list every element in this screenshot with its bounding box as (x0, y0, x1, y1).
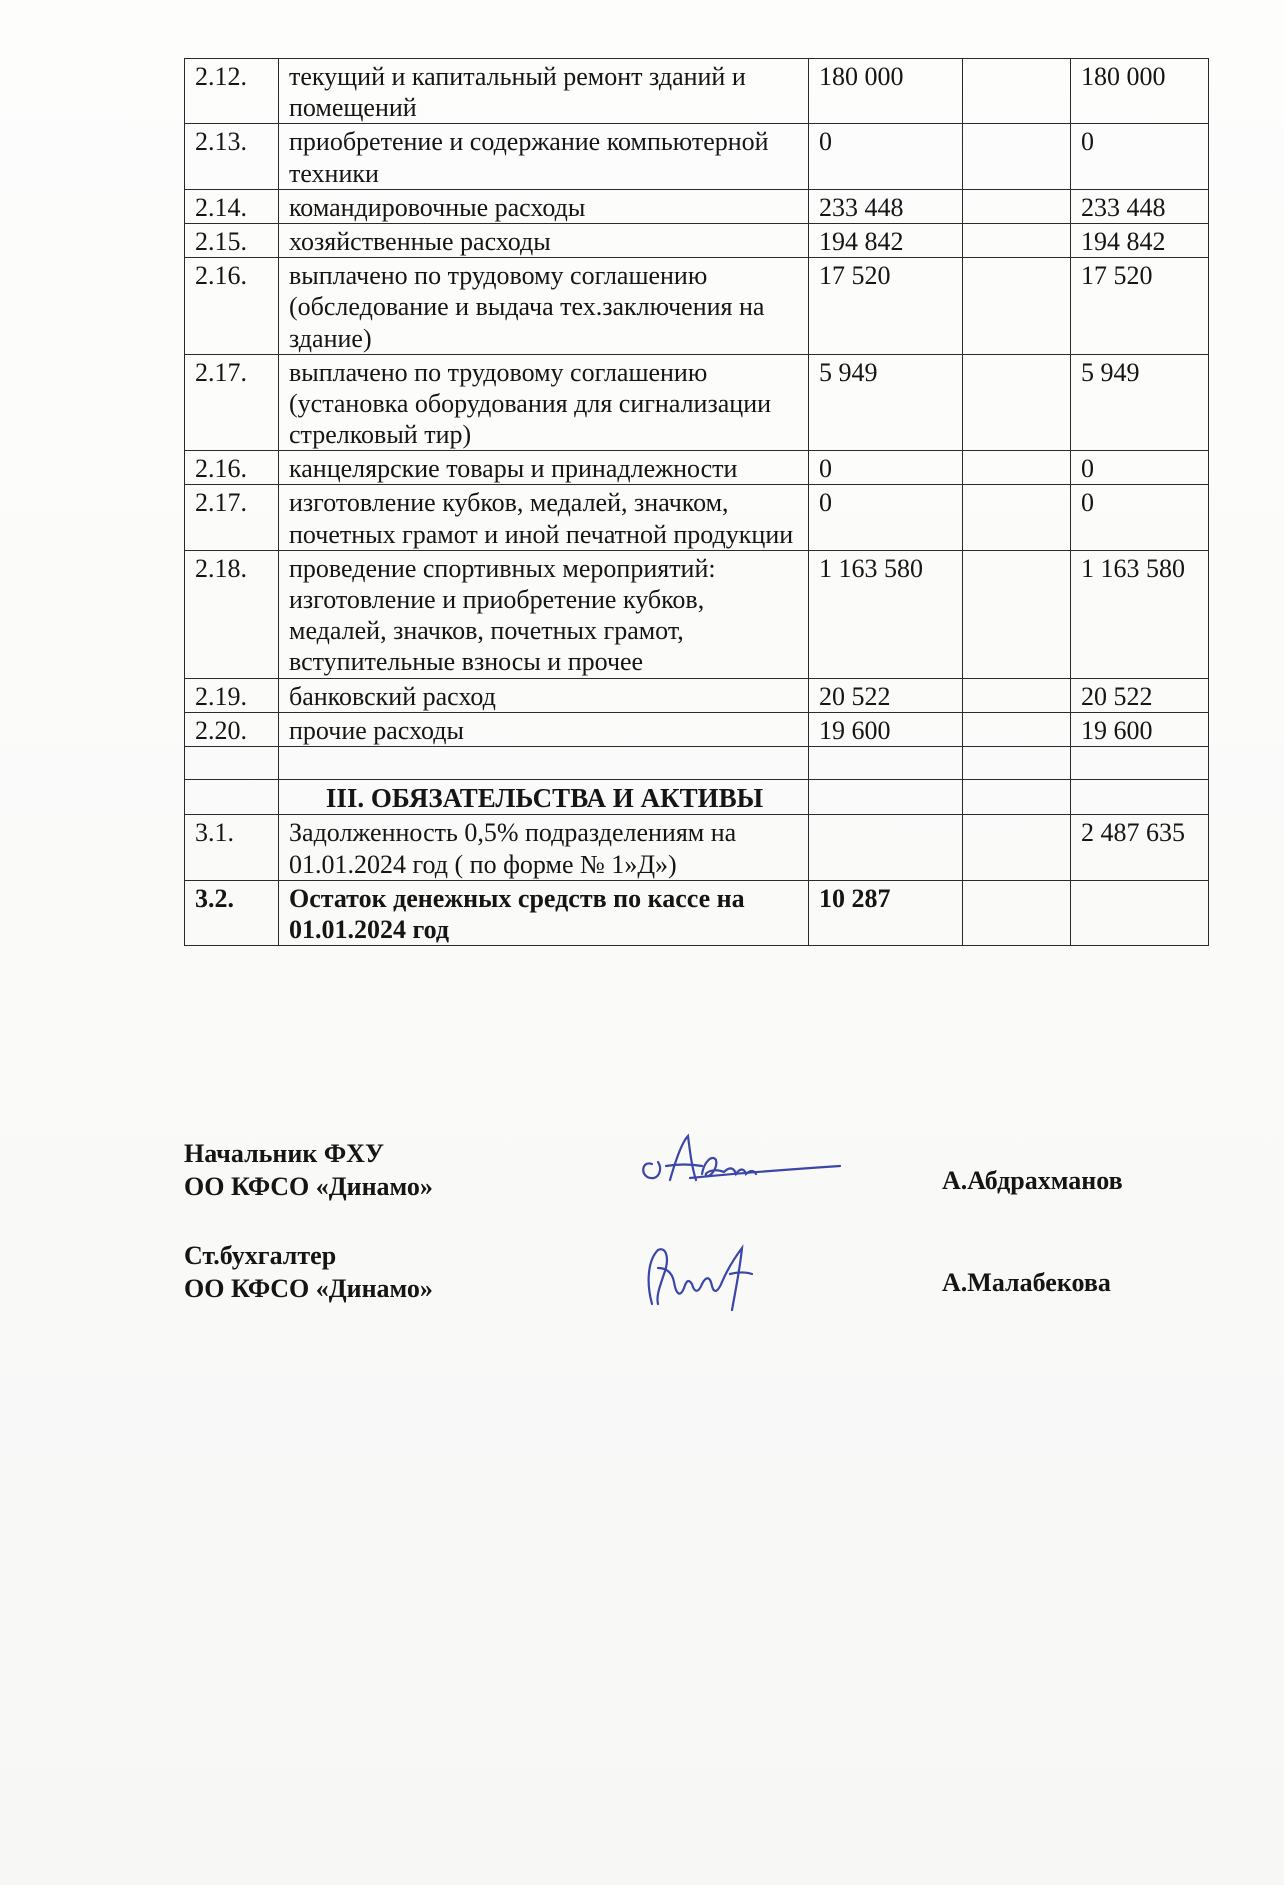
row-value-fact: 20 522 (1071, 678, 1209, 712)
table-row (185, 223, 1209, 257)
row-description: выплачено по трудовому соглашению (установка оборудования для сигнализации стрелковый тир) (279, 354, 809, 451)
row-value-plan: 1 163 580 (809, 550, 963, 678)
row-value-mid (963, 258, 1071, 355)
row-value-fact: 233 448 (1071, 189, 1209, 223)
row-number: 2.13. (185, 124, 279, 189)
table-row (185, 678, 1209, 712)
row-value-fact: 194 842 (1071, 223, 1209, 257)
row-number: 2.19. (185, 678, 279, 712)
row-value-plan: 233 448 (809, 189, 963, 223)
table-row (185, 258, 1209, 355)
handwritten-signature-1 (630, 1122, 850, 1192)
row-value-mid (963, 223, 1071, 257)
row-description: хозяйственные расходы (279, 223, 809, 257)
row-value-fact: 0 (1071, 124, 1209, 189)
expense-table (184, 58, 1209, 946)
row-value-mid (963, 354, 1071, 451)
row-number: 2.18. (185, 550, 279, 678)
row-value-fact: 180 000 (1071, 59, 1209, 124)
table-row (185, 451, 1209, 485)
row-number: 2.14. (185, 189, 279, 223)
table-row (185, 712, 1209, 746)
signatory-name-2: А.Малабекова (942, 1268, 1111, 1297)
section-header-row (185, 779, 1209, 814)
row-description: изготовление кубков, медалей, значком, почетных грамот и иной печатной продукции (279, 485, 809, 550)
row-value-fact: 17 520 (1071, 258, 1209, 355)
row-value-mid (963, 189, 1071, 223)
row-description: текущий и капитальный ремонт зданий и помещений (279, 59, 809, 124)
table-row (185, 354, 1209, 451)
signatory-name-1: А.Абдрахманов (942, 1166, 1123, 1195)
row-number: 2.16. (185, 258, 279, 355)
row-description: выплачено по трудовому соглашению (обследование и выдача тех.заключения на здание) (279, 258, 809, 355)
row-value-fact (1071, 880, 1209, 945)
row-value-plan: 0 (809, 485, 963, 550)
row-description: прочие расходы (279, 712, 809, 746)
row-value-fact: 2 487 635 (1071, 815, 1209, 880)
row-number: 2.20. (185, 712, 279, 746)
table-row (185, 815, 1209, 880)
row-number: 3.1. (185, 815, 279, 880)
row-value-mid (963, 550, 1071, 678)
row-value-mid (963, 59, 1071, 124)
row-value-fact: 19 600 (1071, 712, 1209, 746)
row-number: 3.2. (185, 880, 279, 945)
row-value-plan: 10 287 (809, 880, 963, 945)
row-number: 2.17. (185, 485, 279, 550)
row-number: 2.12. (185, 59, 279, 124)
row-value-mid (963, 451, 1071, 485)
table-row (185, 189, 1209, 223)
organization-name: ОО КФСО «Динамо» (184, 1171, 433, 1201)
row-description: Остаток денежных средств по кассе на 01.01.2024 год (279, 880, 809, 945)
row-description: Задолженность 0,5% подразделениям на 01.01.2024 год ( по форме № 1»Д») (279, 815, 809, 880)
row-value-mid (963, 815, 1071, 880)
position-title: Ст.бухгалтер (184, 1241, 337, 1270)
row-description: приобретение и содержание компьютерной техники (279, 124, 809, 189)
row-value-plan: 5 949 (809, 354, 963, 451)
row-value-mid (963, 678, 1071, 712)
table-row (185, 550, 1209, 678)
handwritten-signature-2 (636, 1238, 766, 1318)
table-row (185, 485, 1209, 550)
row-description: проведение спортивных мероприятий: изготовление и приобретение кубков, медалей, значков, почетных грамот, вступительные взносы и прочее (279, 550, 809, 678)
row-value-fact: 1 163 580 (1071, 550, 1209, 678)
row-number: 2.15. (185, 223, 279, 257)
signatory-position-2 (184, 1240, 433, 1305)
row-value-mid (963, 880, 1071, 945)
row-value-plan: 20 522 (809, 678, 963, 712)
signatory-position-1 (184, 1138, 433, 1203)
table-row (185, 59, 1209, 124)
row-number: 2.16. (185, 451, 279, 485)
row-value-plan: 19 600 (809, 712, 963, 746)
row-description: банковский расход (279, 678, 809, 712)
row-value-mid (963, 124, 1071, 189)
row-value-plan: 194 842 (809, 223, 963, 257)
table-row (185, 880, 1209, 945)
row-value-fact: 5 949 (1071, 354, 1209, 451)
row-number: 2.17. (185, 354, 279, 451)
section-title: III. ОБЯЗАТЕЛЬСТВА И АКТИВЫ (279, 779, 809, 814)
position-title: Начальник ФХУ (184, 1139, 385, 1168)
row-value-plan: 180 000 (809, 59, 963, 124)
empty-row (185, 746, 1209, 779)
organization-name: ОО КФСО «Динамо» (184, 1273, 433, 1303)
row-value-mid (963, 712, 1071, 746)
table-row (185, 124, 1209, 189)
row-value-mid (963, 485, 1071, 550)
row-description: канцелярские товары и принадлежности (279, 451, 809, 485)
row-value-plan (809, 815, 963, 880)
row-description: командировочные расходы (279, 189, 809, 223)
row-value-plan: 0 (809, 451, 963, 485)
row-value-plan: 0 (809, 124, 963, 189)
row-value-fact: 0 (1071, 485, 1209, 550)
row-value-fact: 0 (1071, 451, 1209, 485)
row-value-plan: 17 520 (809, 258, 963, 355)
